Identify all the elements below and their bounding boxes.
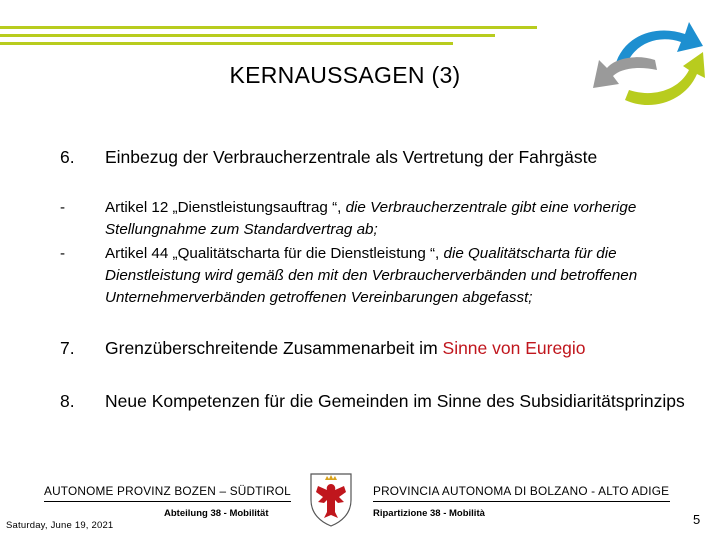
list-marker: 6.	[60, 147, 75, 167]
list-marker: -	[60, 199, 66, 216]
list-item-text	[105, 197, 695, 241]
list-marker: -	[60, 245, 66, 262]
footer-divider-left	[44, 501, 291, 502]
list-item-text: Einbezug der Verbraucherzentrale als Vertretung der Fahrgäste	[105, 147, 598, 167]
footer-org-german: AUTONOME PROVINZ BOZEN – SÜDTIROL	[44, 484, 291, 498]
footer-dept-italian: Ripartizione 38 - Mobilità	[373, 508, 485, 519]
article-description: die Verbraucherzentrale gibt eine vorherige Stellungnahme zum Standardvertrag ab;	[105, 199, 637, 238]
article-reference: Artikel 44 „Qualitätscharta für die Dienstleistung “,	[105, 245, 444, 262]
header-stripe-1	[0, 26, 537, 29]
header-stripe-2	[0, 34, 495, 37]
item-text-start: Grenzüberschreitende Zusammenarbeit im	[105, 338, 443, 358]
slide-date: Saturday, June 19, 2021	[6, 520, 114, 531]
article-reference: Artikel 12 „Dienstleistungsauftrag “,	[105, 199, 346, 216]
header-stripe-3	[0, 42, 453, 45]
list-marker: 8.	[60, 391, 75, 411]
list-item-text	[105, 337, 695, 360]
article-description: die Qualitätscharta für die Dienstleistung wird gemäß den mit den Verbraucherverbänden und betroffenen Unternehmerverbänden getroffenen Vereinbarungen abgefasst;	[105, 245, 638, 306]
list-item-text: Neue Kompetenzen für die Gemeinden im Sinne des Subsidiaritätsprinzips	[105, 391, 685, 411]
footer-divider-right	[373, 501, 670, 502]
list-item-text	[105, 243, 695, 309]
footer-org-italian: PROVINCIA AUTONOMA DI BOLZANO - ALTO ADIGE	[373, 484, 670, 498]
coat-of-arms-eagle-icon	[308, 470, 354, 528]
highlighted-text: Sinne von Euregio	[442, 338, 586, 358]
slide-title: KERNAUSSAGEN (3)	[229, 62, 461, 88]
page-number: 5	[693, 512, 701, 527]
list-marker: 7.	[60, 338, 75, 358]
footer-dept-german: Abteilung 38 - Mobilität	[164, 508, 269, 519]
